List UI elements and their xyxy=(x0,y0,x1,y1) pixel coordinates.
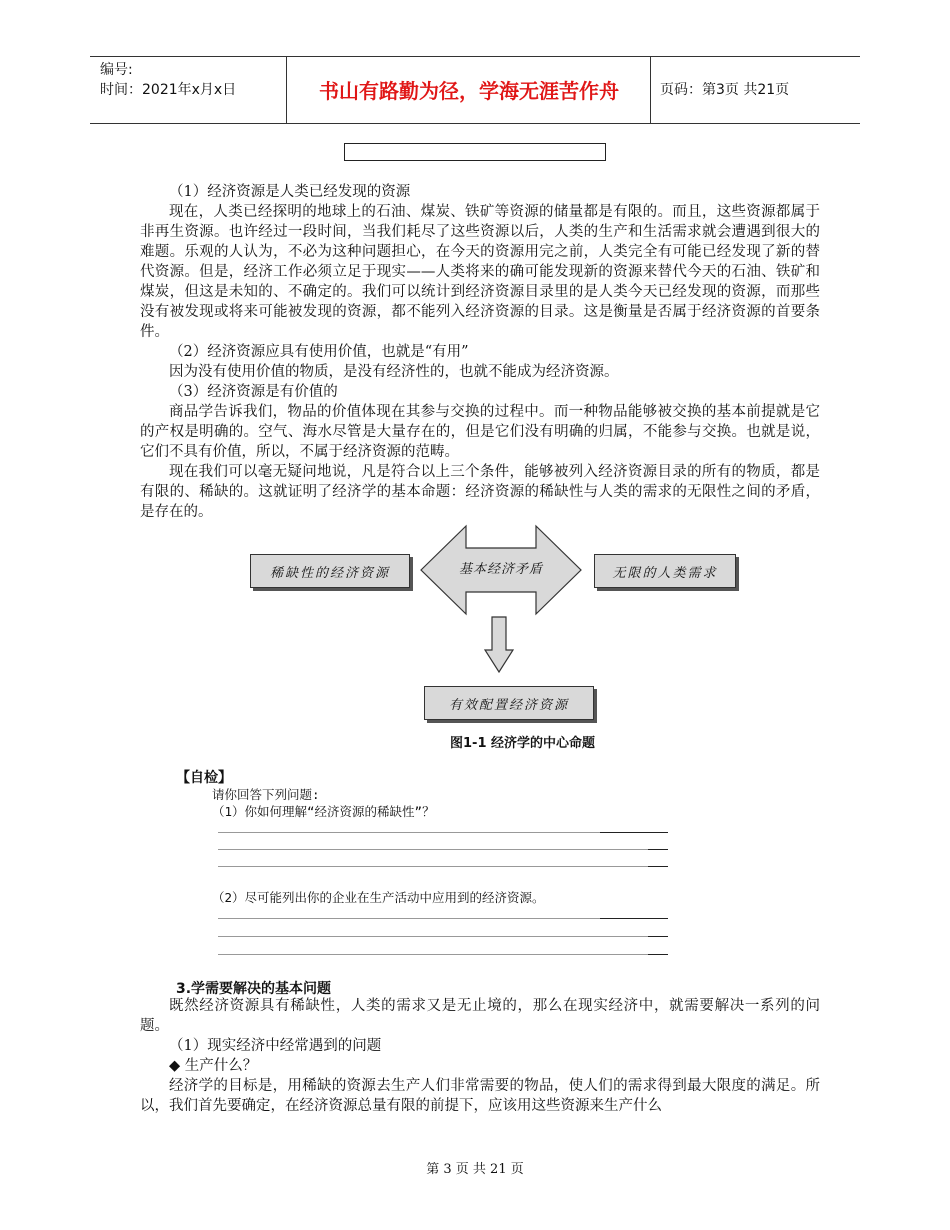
item2-title: （2）经济资源应具有使用价值，也就是“有用” xyxy=(169,344,469,360)
header-divider xyxy=(286,57,287,123)
conclusion-paragraph: 现在我们可以毫无疑问地说，凡是符合以上三个条件，能够被列入经济资源目录的所有的物质，都是有限的、稀缺的。这就证明了经济学的基本命题：经济资源的稀缺性与人类的需求的无限性之间的矛盾，是存在的。 xyxy=(140,464,820,520)
empty-title-box xyxy=(344,143,606,161)
section3-paragraph-2: 经济学的目标是，用稀缺的资源去生产人们非常需要的物品，使人们的需求得到最大限度的满足。所以，我们首先要确定，在经济资源总量有限的前提下，应该用这些资源来生产什么 xyxy=(140,1078,820,1114)
item1-title: （1）经济资源是人类已经发现的资源 xyxy=(169,184,411,200)
answer-line[interactable] xyxy=(218,849,648,850)
answer-line[interactable] xyxy=(218,936,648,937)
answer-line xyxy=(600,832,668,833)
header-meta xyxy=(100,60,280,100)
header-motto: 书山有路勤为径，学海无涯苦作舟 xyxy=(319,79,619,103)
self-check-title: 【自检】 xyxy=(176,770,232,786)
answer-line xyxy=(648,849,668,850)
self-check-prompt: 请你回答下列问题: xyxy=(212,787,320,802)
down-arrow-icon xyxy=(484,616,514,674)
diagram-caption: 图1-1 经济学的中心命题 xyxy=(450,736,596,751)
section1-body xyxy=(140,182,820,522)
self-check-question-2: （2）尽可能列出你的企业在生产活动中应用到的经济资源。 xyxy=(212,890,545,905)
answer-line[interactable] xyxy=(218,866,648,867)
serial-label: 编号: xyxy=(100,62,133,78)
answer-line[interactable] xyxy=(218,918,600,919)
item2-paragraph: 因为没有使用价值的物质，是没有经济性的，也就不能成为经济资源。 xyxy=(169,364,619,380)
section3-subtitle: （1）现实经济中经常遇到的问题 xyxy=(169,1038,382,1054)
section3-bullet: ◆ 生产什么？ xyxy=(169,1058,258,1074)
item3-title: （3）经济资源是有价值的 xyxy=(169,384,338,400)
section3-title: 3.学需要解决的基本问题 xyxy=(176,981,332,997)
section3-body xyxy=(140,996,820,1116)
diagram-left-box: 稀缺性的经济资源 xyxy=(250,554,410,588)
page-header xyxy=(90,56,860,124)
diagram-center-label: 基本经济矛盾 xyxy=(458,562,543,577)
economics-diagram xyxy=(246,524,746,724)
diagram-bottom-box: 有效配置经济资源 xyxy=(424,686,594,720)
item1-paragraph: 现在，人类已经探明的地球上的石油、煤炭、铁矿等资源的储量都是有限的。而且，这些资源都属于非再生资源。也许经过一段时间，当我们耗尽了这些资源以后，人类的生产和生活需求就会遭遇到很大的难题。乐观的人认为，不必为这种问题担心，在今天的资源用完之前，人类完全有可能已经发现了新的替代资源。但是，经济工作必须立足于现实——人类将来的确可能发现新的资源来替代今天的石油、铁矿和煤炭，但这是未知的、不确定的。我们可以统计到经济资源目录里的是人类今天已经发现的资源，而那些没有被发现或将来可能被发现的资源，都不能列入经济资源的目录。这是衡量是否属于经济资源的首要条件。 xyxy=(140,204,820,340)
answer-line xyxy=(648,954,668,955)
answer-line[interactable] xyxy=(218,954,648,955)
header-divider xyxy=(650,57,651,123)
self-check-question-1: （1）你如何理解“经济资源的稀缺性”？ xyxy=(212,804,435,819)
answer-line xyxy=(648,866,668,867)
answer-line xyxy=(648,936,668,937)
time-label: 时间：2021年x月x日 xyxy=(100,82,237,98)
header-page-info: 页码：第3页 共21页 xyxy=(660,82,790,98)
page-footer: 第 3 页 共 21 页 xyxy=(426,1162,524,1177)
item3-paragraph: 商品学告诉我们，物品的价值体现在其参与交换的过程中。而一种物品能够被交换的基本前提就是它的产权是明确的。空气、海水尽管是大量存在的，但是它们没有明确的归属，不能参与交换。也就是说，它们不具有价值，所以，不属于经济资源的范畴。 xyxy=(140,404,820,460)
answer-line[interactable] xyxy=(218,832,600,833)
diagram-right-box: 无限的人类需求 xyxy=(594,554,736,588)
answer-line xyxy=(600,918,668,919)
section3-paragraph-1: 既然经济资源具有稀缺性，人类的需求又是无止境的，那么在现实经济中，就需要解决一系列的问题。 xyxy=(140,998,820,1034)
